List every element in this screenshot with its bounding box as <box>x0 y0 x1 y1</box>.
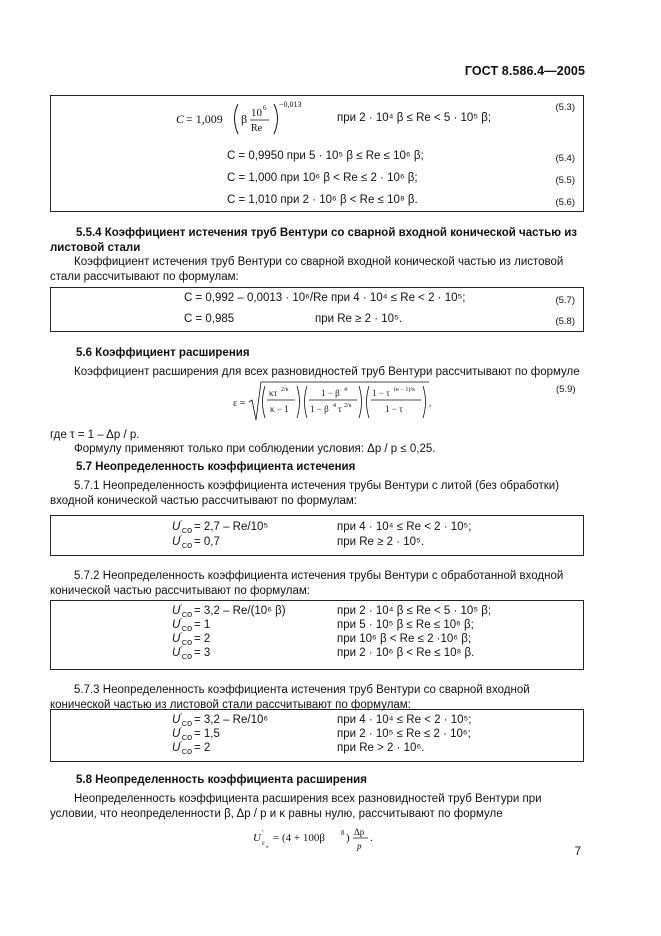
box4-row-3-right: при 2 · 10⁶ β < Re ≤ 10⁸ β. <box>337 647 475 659</box>
section-5-8-text: Неопределенность коэффициента расширения всех разновидностей труб Вентури при условии, что неопределенности β, Δp / p и κ равны нулю, рассчитывают по формуле <box>50 793 542 820</box>
section-5-5-4-heading: 5.5.4 Коэффициент истечения труб Вентури со сварной входной конической частью из листовой стали <box>50 227 578 254</box>
formula-5-3-condition: при 2 · 10⁴ β ≤ Re < 5 · 10⁵ β; <box>337 112 492 124</box>
svg-text:10: 10 <box>251 107 262 119</box>
svg-text:β: β <box>241 112 248 126</box>
box3-row-0-right: при 4 · 10⁴ ≤ Re < 2 · 10⁵; <box>337 521 472 533</box>
svg-text:,: , <box>429 398 432 408</box>
svg-text:): ) <box>346 832 350 844</box>
svg-text:= 1,009: = 1,009 <box>186 112 223 126</box>
svg-text:ε =: ε = <box>233 398 246 409</box>
eq-number-5-5: (5.5) <box>555 175 575 186</box>
svg-text:2/κ: 2/κ <box>281 387 289 393</box>
u-symbol: $U'_{Cо}$ <box>172 616 193 633</box>
section-5-7-2-text: 5.7.2 Неопределенность коэффициента истечения трубы Вентури с обработанной входной конической частью рассчитывают по формулам: <box>50 570 564 597</box>
formula-box-5-7-1 <box>50 515 584 556</box>
box5-row-0-right: при 4 · 10⁴ ≤ Re < 2 · 10⁵; <box>337 714 472 726</box>
section-5-5-4-text: Коэффициент истечения труб Вентури со сварной входной конической частью из листовой стали рассчитывают по формулам: <box>50 256 564 283</box>
svg-text:= (4 + 100β: = (4 + 100β <box>273 832 325 844</box>
eq-number-5-7: (5.7) <box>555 295 575 306</box>
box5-row-1-left: = 1,5 <box>194 728 220 740</box>
svg-text:U: U <box>253 832 261 844</box>
eq-number-5-6: (5.6) <box>555 197 575 208</box>
svg-text:4: 4 <box>344 387 347 393</box>
section-5-6-apply: Формулу применяют только при соблюдении условия: Δp / p ≤ 0,25. <box>74 443 436 455</box>
box5-row-0-left: = 3,2 – Re/10⁶ <box>194 714 269 726</box>
formula-box-5-7-3 <box>50 709 584 762</box>
box5-row-2-right: при Re > 2 · 10⁶. <box>337 742 425 754</box>
u-symbol: $U'_{Cо}$ <box>172 739 193 756</box>
formula-box-5-3-5-6 <box>50 95 584 212</box>
svg-text:1 − τ: 1 − τ <box>372 388 390 398</box>
u-symbol: $U'_{Cо}$ <box>172 518 193 535</box>
box3-row-1-left: = 0,7 <box>194 536 220 548</box>
svg-text:−0,013: −0,013 <box>279 100 302 109</box>
svg-text:.: . <box>370 832 373 844</box>
svg-text:8: 8 <box>341 829 345 837</box>
eq-number-5-4: (5.4) <box>555 153 575 164</box>
document-header: ГОСТ 8.586.4—2005 <box>464 64 585 78</box>
box4-row-1-right: при 5 · 10⁵ β ≤ Re ≤ 10⁶ β; <box>337 619 474 631</box>
svg-text:τ: τ <box>338 404 342 414</box>
eq-number-5-3: (5.3) <box>555 102 575 113</box>
u-symbol: $U'_{Cо}$ <box>172 533 193 550</box>
svg-text:′: ′ <box>262 829 264 837</box>
section-5-6-text: Коэффициент расширения для всех разновидностей труб Вентури рассчитывают по формуле <box>74 366 580 378</box>
formula-box-5-7-2 <box>50 600 584 670</box>
svg-text:κτ: κτ <box>269 388 278 398</box>
box4-row-2-left: = 2 <box>194 633 211 645</box>
section-5-8-heading: 5.8 Неопределенность коэффициента расширения <box>76 774 367 786</box>
section-5-6-where: где τ = 1 – Δp / p. <box>50 429 140 441</box>
formula-5-4: C = 0,9950 при 5 · 10⁵ β ≤ Re ≤ 10⁶ β; <box>227 150 424 162</box>
svg-text:1 − β: 1 − β <box>321 388 340 398</box>
u-symbol: $U'_{Cо}$ <box>172 602 193 619</box>
section-5-7-heading: 5.7 Неопределенность коэффициента истечения <box>76 461 356 473</box>
box5-row-2-left: = 2 <box>194 742 211 754</box>
formula-5-6: C = 1,010 при 2 · 10⁶ β < Re ≤ 10⁸ β. <box>227 194 418 206</box>
section-5-7-1-text: 5.7.1 Неопределенность коэффициента истечения трубы Вентури с литой (без обработки) входной конической частью рассчитывают по формулам: <box>50 480 560 507</box>
svg-text:4: 4 <box>333 403 336 409</box>
svg-text:1 − τ: 1 − τ <box>385 404 403 414</box>
formula-uncertainty-epsilon <box>253 823 383 853</box>
box4-row-3-left: = 3 <box>194 647 211 659</box>
eq-number-5-9: (5.9) <box>556 384 576 395</box>
u-symbol: $U'_{Cо}$ <box>172 644 193 661</box>
u-symbol: $U'_{Cо}$ <box>172 711 193 728</box>
formula-5-8-right: при Re ≥ 2 · 10⁵. <box>315 313 403 325</box>
svg-text:ε: ε <box>262 839 265 847</box>
box4-row-1-left: = 1 <box>194 619 211 631</box>
svg-text:(κ − 1)/κ: (κ − 1)/κ <box>394 387 416 393</box>
box3-row-0-left: = 2,7 – Re/10⁵ <box>194 521 269 533</box>
section-5-7-3-text: 5.7.3 Неопределенность коэффициента истечения труб Вентури со сварной входной конической частью из листовой стали рассчитывают по формулам: <box>50 684 530 711</box>
u-symbol: $U'_{Cо}$ <box>172 725 193 742</box>
svg-text:1 − β: 1 − β <box>310 404 329 414</box>
svg-text:Δp: Δp <box>354 827 365 837</box>
box4-row-0-left: = 3,2 – Re/(10⁶ β) <box>194 605 286 617</box>
formula-5-7: C = 0,992 – 0,0013 · 10⁶/Re при 4 · 10⁴ ≤ Re < 2 · 10⁵; <box>184 292 466 304</box>
page-number: 7 <box>574 846 581 858</box>
section-5-6-heading: 5.6 Коэффициент расширения <box>76 347 250 359</box>
svg-text:2/κ: 2/κ <box>344 403 352 409</box>
svg-text:κ − 1: κ − 1 <box>270 404 289 414</box>
formula-5-5: C = 1,000 при 10⁶ β < Re ≤ 2 · 10⁶ β; <box>227 172 418 184</box>
box5-row-1-right: при 2 · 10⁵ ≤ Re ≤ 2 · 10⁶; <box>337 728 471 740</box>
box4-row-0-right: при 2 · 10⁴ β ≤ Re < 5 · 10⁵ β; <box>337 605 492 617</box>
box4-row-2-right: при 10⁶ β < Re ≤ 2 ·10⁶ β; <box>337 633 472 645</box>
svg-text:p: p <box>357 841 362 851</box>
u-symbol: $U'_{Cо}$ <box>172 630 193 647</box>
eq-number-5-8: (5.8) <box>555 316 575 327</box>
svg-text:о: о <box>266 845 269 850</box>
box3-row-1-right: при Re ≥ 2 · 10⁵. <box>337 536 425 548</box>
svg-text:6: 6 <box>263 104 267 112</box>
formula-box-5-7-5-8 <box>50 287 584 332</box>
formula-5-9 <box>233 380 433 424</box>
svg-text:C: C <box>176 112 185 126</box>
formula-5-8-left: C = 0,985 <box>184 313 235 325</box>
formula-5-3 <box>176 98 336 138</box>
svg-text:Re: Re <box>251 123 263 134</box>
